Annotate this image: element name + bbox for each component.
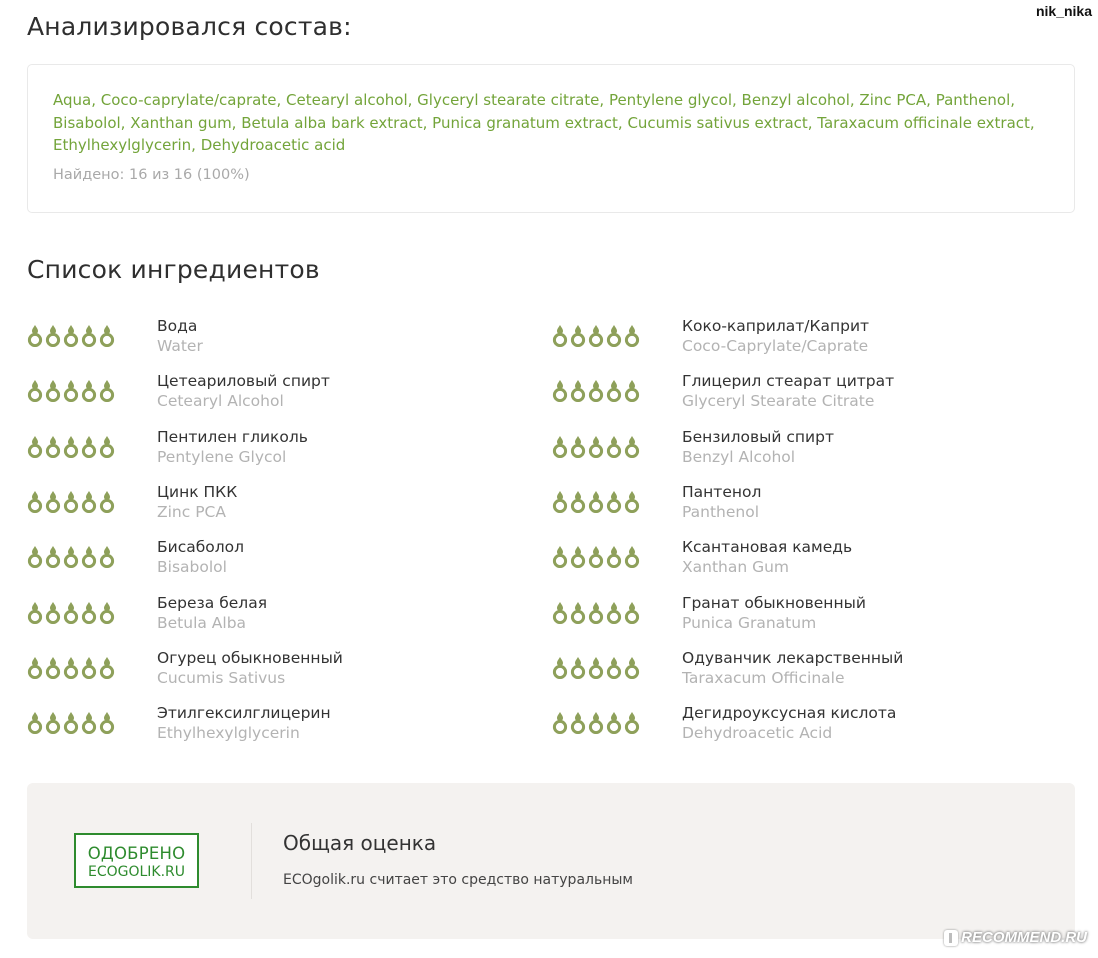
ingredient-row[interactable] [552, 483, 1052, 529]
summary-divider [251, 823, 252, 899]
olive-drop-icon [81, 602, 97, 624]
olive-drop-icon [624, 380, 640, 402]
ingredients-list-title: Список ингредиентов [27, 255, 320, 284]
ingredient-name: Гранат обыкновенный [682, 593, 866, 612]
olive-drop-icon [588, 712, 604, 734]
olive-drop-icon [45, 712, 61, 734]
olive-drop-icon [552, 380, 568, 402]
watermark-brand-text: RECOMMEND.RU [961, 929, 1087, 946]
olive-drop-icon [99, 712, 115, 734]
ingredient-row[interactable] [552, 649, 1052, 695]
olive-drop-icon [63, 325, 79, 347]
olive-drop-icon [99, 657, 115, 679]
ingredient-row[interactable] [552, 317, 1052, 363]
olive-drop-icon [606, 491, 622, 513]
olive-drop-icon [606, 325, 622, 347]
ingredient-latin-name: Panthenol [682, 502, 760, 521]
ingredient-row[interactable] [27, 372, 527, 418]
olive-drop-icon [27, 325, 43, 347]
olive-drop-icon [552, 436, 568, 458]
olive-drop-icon [63, 491, 79, 513]
olive-drop-icon [552, 712, 568, 734]
olive-drop-icon [81, 436, 97, 458]
ingredient-latin-name: Cetearyl Alcohol [157, 392, 284, 411]
watermark-brand [944, 929, 1087, 946]
ingredient-latin-name: Bisabolol [157, 558, 227, 577]
ingredient-row[interactable] [552, 372, 1052, 418]
olive-drop-icon [606, 657, 622, 679]
ingredient-row[interactable] [27, 483, 527, 529]
olive-drop-icon [45, 380, 61, 402]
ingredient-rating [552, 657, 640, 679]
ingredient-latin-name: Xanthan Gum [682, 558, 790, 577]
olive-drop-icon [27, 712, 43, 734]
found-count: Найдено: 16 из 16 (100%) [53, 167, 250, 183]
ingredient-row[interactable] [27, 317, 527, 363]
ingredient-rating [552, 712, 640, 734]
olive-drop-icon [45, 491, 61, 513]
brand-logo-icon [944, 930, 958, 946]
olive-drop-icon [99, 436, 115, 458]
olive-drop-icon [606, 712, 622, 734]
olive-drop-icon [570, 546, 586, 568]
olive-drop-icon [624, 602, 640, 624]
olive-drop-icon [606, 602, 622, 624]
olive-drop-icon [99, 491, 115, 513]
olive-drop-icon [606, 436, 622, 458]
ingredient-rating [27, 657, 115, 679]
approved-badge [74, 833, 199, 888]
ingredient-name: Ксантановая камедь [682, 538, 853, 557]
ingredient-latin-name: Cucumis Sativus [157, 668, 286, 687]
ingredient-name: Этилгексилглицерин [157, 704, 331, 723]
olive-drop-icon [570, 657, 586, 679]
ingredient-name: Огурец обыкновенный [157, 648, 343, 667]
analyzed-composition-title: Анализировался состав: [27, 12, 352, 41]
ingredient-rating [552, 491, 640, 513]
olive-drop-icon [45, 602, 61, 624]
olive-drop-icon [552, 491, 568, 513]
olive-drop-icon [588, 436, 604, 458]
olive-drop-icon [624, 546, 640, 568]
ingredient-rating [552, 436, 640, 458]
olive-drop-icon [99, 602, 115, 624]
summary-description: ECOgolik.ru считает это средство натуральным [283, 872, 633, 888]
olive-drop-icon [552, 325, 568, 347]
badge-line-2: ECOGOLIK.RU [87, 864, 186, 880]
ingredient-rating [27, 602, 115, 624]
ingredient-row[interactable] [552, 594, 1052, 640]
olive-drop-icon [45, 546, 61, 568]
ingredient-latin-name: Betula Alba [157, 613, 247, 632]
olive-drop-icon [27, 380, 43, 402]
olive-drop-icon [570, 712, 586, 734]
olive-drop-icon [99, 380, 115, 402]
badge-line-1: ОДОБРЕНО [87, 844, 186, 863]
ingredient-rating [552, 325, 640, 347]
ingredient-rating [27, 325, 115, 347]
ingredient-name: Дегидроуксусная кислота [682, 704, 897, 723]
olive-drop-icon [552, 546, 568, 568]
olive-drop-icon [45, 436, 61, 458]
ingredient-latin-name: Glyceryl Stearate Citrate [682, 392, 875, 411]
olive-drop-icon [624, 436, 640, 458]
olive-drop-icon [81, 712, 97, 734]
olive-drop-icon [81, 657, 97, 679]
composition-text: Aqua, Coco-caprylate/caprate, Cetearyl alcohol, Glyceryl stearate citrate, Pentylene glycol, Benzyl alcohol, Zinc PCA, Panthenol, Bisabolol, Xanthan gum, Betula alba bark extract, Punica granatum extract, Cucumis sativus extract, Taraxacum officinale extract, Ethylhexylglycerin, Dehydroacetic acid [53, 91, 1035, 154]
ingredient-rating [27, 712, 115, 734]
ingredient-name: Одуванчик лекарственный [682, 648, 904, 667]
ingredient-rating [552, 380, 640, 402]
ingredient-name: Пентилен гликоль [157, 427, 308, 446]
olive-drop-icon [27, 436, 43, 458]
ingredient-latin-name: Coco-Caprylate/Caprate [682, 337, 869, 355]
olive-drop-icon [570, 325, 586, 347]
olive-drop-icon [570, 602, 586, 624]
ingredient-row[interactable] [27, 594, 527, 640]
olive-drop-icon [27, 657, 43, 679]
olive-drop-icon [570, 491, 586, 513]
ingredient-latin-name: Taraxacum Officinale [682, 668, 845, 687]
ingredient-name: Цинк ПКК [157, 482, 238, 501]
olive-drop-icon [81, 491, 97, 513]
composition-box [27, 64, 1075, 213]
olive-drop-icon [588, 491, 604, 513]
ingredient-row[interactable] [552, 704, 1052, 750]
ingredient-name: Бисаболол [157, 538, 245, 557]
ingredient-latin-name: Punica Granatum [682, 613, 817, 632]
ingredient-latin-name: Pentylene Glycol [157, 447, 287, 466]
ingredient-latin-name: Dehydroacetic Acid [682, 724, 833, 743]
ingredient-row[interactable] [552, 538, 1052, 584]
ingredient-latin-name: Ethylhexylglycerin [157, 724, 300, 743]
olive-drop-icon [81, 325, 97, 347]
olive-drop-icon [27, 546, 43, 568]
ingredient-row[interactable] [552, 428, 1052, 474]
olive-drop-icon [588, 602, 604, 624]
watermark-username: nik_nika [1035, 3, 1092, 19]
ingredient-name: Глицерил стеарат цитрат [682, 372, 895, 391]
olive-drop-icon [27, 602, 43, 624]
ingredient-name: Бензиловый спирт [682, 427, 834, 446]
ingredient-name: Вода [157, 317, 198, 335]
ingredient-latin-name: Zinc PCA [157, 502, 226, 521]
olive-drop-icon [27, 491, 43, 513]
ingredient-name: Береза белая [157, 593, 268, 612]
olive-drop-icon [624, 657, 640, 679]
olive-drop-icon [99, 546, 115, 568]
ingredient-latin-name: Benzyl Alcohol [682, 447, 796, 466]
olive-drop-icon [45, 325, 61, 347]
olive-drop-icon [63, 436, 79, 458]
olive-drop-icon [63, 657, 79, 679]
olive-drop-icon [588, 380, 604, 402]
olive-drop-icon [99, 325, 115, 347]
olive-drop-icon [606, 546, 622, 568]
ingredient-latin-name: Water [157, 337, 203, 355]
olive-drop-icon [63, 712, 79, 734]
ingredient-row[interactable] [27, 538, 527, 584]
olive-drop-icon [624, 712, 640, 734]
ingredient-rating [552, 602, 640, 624]
olive-drop-icon [570, 380, 586, 402]
olive-drop-icon [81, 380, 97, 402]
ingredient-name: Коко-каприлат/Каприт [682, 317, 870, 335]
ingredient-row[interactable] [27, 704, 527, 750]
ingredient-rating [27, 380, 115, 402]
olive-drop-icon [588, 546, 604, 568]
ingredient-row[interactable] [27, 428, 527, 474]
olive-drop-icon [588, 325, 604, 347]
ingredient-row[interactable] [27, 649, 527, 695]
ingredient-rating [27, 491, 115, 513]
olive-drop-icon [63, 546, 79, 568]
ingredient-rating [552, 546, 640, 568]
olive-drop-icon [552, 657, 568, 679]
ingredient-rating [27, 546, 115, 568]
ingredient-name: Пантенол [682, 482, 762, 501]
olive-drop-icon [588, 657, 604, 679]
summary-title: Общая оценка [283, 831, 437, 855]
olive-drop-icon [624, 325, 640, 347]
olive-drop-icon [606, 380, 622, 402]
olive-drop-icon [81, 546, 97, 568]
olive-drop-icon [552, 602, 568, 624]
olive-drop-icon [570, 436, 586, 458]
olive-drop-icon [45, 657, 61, 679]
summary-box [27, 783, 1075, 939]
ingredient-rating [27, 436, 115, 458]
olive-drop-icon [63, 602, 79, 624]
ingredient-name: Цетеариловый спирт [157, 372, 330, 391]
olive-drop-icon [63, 380, 79, 402]
olive-drop-icon [624, 491, 640, 513]
